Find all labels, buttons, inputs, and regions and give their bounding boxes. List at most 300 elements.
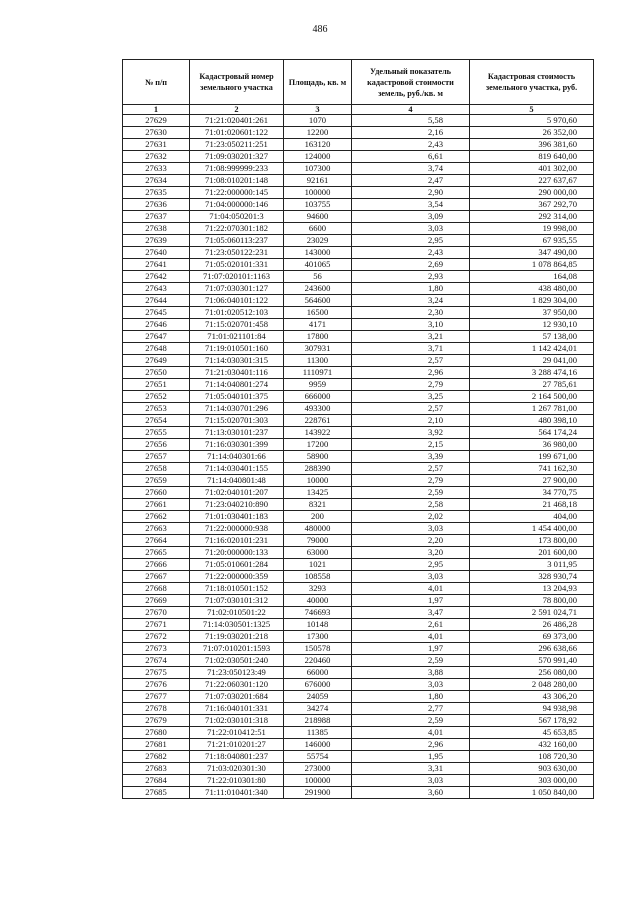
row-number-cell: 27659 xyxy=(123,475,190,487)
cadastral-number-cell: 71:14:030701:296 xyxy=(190,403,284,415)
table-row xyxy=(123,379,594,391)
table-row xyxy=(123,475,594,487)
cadastral-cost-cell: 347 490,00 xyxy=(470,247,594,259)
cadastral-number-cell: 71:21:010201:27 xyxy=(190,739,284,751)
row-number-cell: 27645 xyxy=(123,307,190,319)
page-number: 486 xyxy=(312,24,328,35)
cadastral-number-cell: 71:02:010501:22 xyxy=(190,607,284,619)
cadastral-number-cell: 71:14:030301:315 xyxy=(190,355,284,367)
unit-value-cell: 2,93 xyxy=(352,271,470,283)
area-cell: 288390 xyxy=(284,463,352,475)
unit-value-cell: 2,15 xyxy=(352,439,470,451)
table-row xyxy=(123,559,594,571)
cadastral-cost-cell: 201 600,00 xyxy=(470,547,594,559)
cadastral-cost-cell: 21 468,18 xyxy=(470,499,594,511)
cadastral-number-cell: 71:02:030101:318 xyxy=(190,715,284,727)
table-row xyxy=(123,331,594,343)
cadastral-cost-cell: 26 352,00 xyxy=(470,127,594,139)
table-row xyxy=(123,391,594,403)
area-cell: 55754 xyxy=(284,751,352,763)
cadastral-number-cell: 71:13:030101:237 xyxy=(190,427,284,439)
table-row xyxy=(123,259,594,271)
cadastral-cost-cell: 1 267 781,00 xyxy=(470,403,594,415)
unit-value-cell: 2,59 xyxy=(352,487,470,499)
cadastral-cost-cell: 67 935,55 xyxy=(470,235,594,247)
unit-value-cell: 2,10 xyxy=(352,415,470,427)
row-number-cell: 27649 xyxy=(123,355,190,367)
table-row xyxy=(123,487,594,499)
column-number: 5 xyxy=(470,105,594,115)
unit-value-cell: 2,02 xyxy=(352,511,470,523)
table-row xyxy=(123,667,594,679)
area-cell: 10000 xyxy=(284,475,352,487)
cadastral-number-cell: 71:07:030301:127 xyxy=(190,283,284,295)
cadastral-number-cell: 71:21:030401:116 xyxy=(190,367,284,379)
unit-value-cell: 2,90 xyxy=(352,187,470,199)
cadastral-number-cell: 71:23:050211:251 xyxy=(190,139,284,151)
cadastral-number-cell: 71:21:020401:261 xyxy=(190,115,284,127)
cadastral-cost-cell: 2 164 500,00 xyxy=(470,391,594,403)
row-number-cell: 27684 xyxy=(123,775,190,787)
cadastral-cost-cell: 404,00 xyxy=(470,511,594,523)
unit-value-cell: 2,30 xyxy=(352,307,470,319)
row-number-cell: 27634 xyxy=(123,175,190,187)
area-cell: 17300 xyxy=(284,631,352,643)
table-row xyxy=(123,175,594,187)
cadastral-cost-cell: 570 991,40 xyxy=(470,655,594,667)
table-row xyxy=(123,355,594,367)
column-number-row xyxy=(123,105,594,115)
table-row xyxy=(123,271,594,283)
cadastral-number-cell: 71:01:021101:84 xyxy=(190,331,284,343)
table-row xyxy=(123,235,594,247)
area-cell: 92161 xyxy=(284,175,352,187)
table-row xyxy=(123,619,594,631)
cadastral-cost-cell: 108 720,30 xyxy=(470,751,594,763)
cadastral-number-cell: 71:22:000000:359 xyxy=(190,571,284,583)
table-row xyxy=(123,463,594,475)
row-number-cell: 27680 xyxy=(123,727,190,739)
cadastral-cost-cell: 741 162,30 xyxy=(470,463,594,475)
cadastral-number-cell: 71:16:040101:331 xyxy=(190,703,284,715)
table-row xyxy=(123,655,594,667)
table-row xyxy=(123,427,594,439)
cadastral-number-cell: 71:16:020101:231 xyxy=(190,535,284,547)
row-number-cell: 27660 xyxy=(123,487,190,499)
area-cell: 1070 xyxy=(284,115,352,127)
cadastral-cost-cell: 367 292,70 xyxy=(470,199,594,211)
table-row xyxy=(123,751,594,763)
area-cell: 6600 xyxy=(284,223,352,235)
column-number: 4 xyxy=(352,105,470,115)
table-row xyxy=(123,319,594,331)
cadastral-cost-cell: 199 671,00 xyxy=(470,451,594,463)
unit-value-cell: 3,39 xyxy=(352,451,470,463)
table-row xyxy=(123,583,594,595)
table-row xyxy=(123,499,594,511)
row-number-cell: 27650 xyxy=(123,367,190,379)
row-number-cell: 27657 xyxy=(123,451,190,463)
cadastral-number-cell: 71:14:030401:155 xyxy=(190,463,284,475)
table-row xyxy=(123,295,594,307)
row-number-cell: 27678 xyxy=(123,703,190,715)
cadastral-number-cell: 71:18:040801:237 xyxy=(190,751,284,763)
cadastral-cost-cell: 12 930,10 xyxy=(470,319,594,331)
cadastral-number-cell: 71:15:020701:303 xyxy=(190,415,284,427)
area-cell: 103755 xyxy=(284,199,352,211)
table-row xyxy=(123,679,594,691)
row-number-cell: 27655 xyxy=(123,427,190,439)
area-cell: 11385 xyxy=(284,727,352,739)
cadastral-cost-cell: 1 829 304,00 xyxy=(470,295,594,307)
cadastral-number-cell: 71:14:030501:1325 xyxy=(190,619,284,631)
table-row xyxy=(123,691,594,703)
unit-value-cell: 2,79 xyxy=(352,475,470,487)
row-number-cell: 27683 xyxy=(123,763,190,775)
unit-value-cell: 2,57 xyxy=(352,355,470,367)
area-cell: 17200 xyxy=(284,439,352,451)
unit-value-cell: 2,57 xyxy=(352,463,470,475)
row-number-cell: 27666 xyxy=(123,559,190,571)
area-cell: 34274 xyxy=(284,703,352,715)
cadastral-cost-cell: 164,08 xyxy=(470,271,594,283)
area-cell: 676000 xyxy=(284,679,352,691)
table-row xyxy=(123,451,594,463)
row-number-cell: 27658 xyxy=(123,463,190,475)
cadastral-number-cell: 71:22:000000:938 xyxy=(190,523,284,535)
column-number: 1 xyxy=(123,105,190,115)
row-number-cell: 27663 xyxy=(123,523,190,535)
cadastral-number-cell: 71:18:010501:152 xyxy=(190,583,284,595)
cadastral-cost-cell: 2 048 280,00 xyxy=(470,679,594,691)
row-number-cell: 27636 xyxy=(123,199,190,211)
unit-value-cell: 2,59 xyxy=(352,715,470,727)
unit-value-cell: 3,88 xyxy=(352,667,470,679)
area-cell: 291900 xyxy=(284,787,352,799)
row-number-cell: 27669 xyxy=(123,595,190,607)
cadastral-cost-cell: 5 970,60 xyxy=(470,115,594,127)
cadastral-number-cell: 71:07:030201:684 xyxy=(190,691,284,703)
cadastral-cost-cell: 1 078 864,85 xyxy=(470,259,594,271)
cadastral-cost-cell: 19 998,00 xyxy=(470,223,594,235)
unit-value-cell: 3,10 xyxy=(352,319,470,331)
cadastral-number-cell: 71:05:040101:375 xyxy=(190,391,284,403)
cadastral-number-cell: 71:01:030401:183 xyxy=(190,511,284,523)
area-cell: 220460 xyxy=(284,655,352,667)
table-row xyxy=(123,511,594,523)
cadastral-number-cell: 71:22:000000:145 xyxy=(190,187,284,199)
row-number-cell: 27652 xyxy=(123,391,190,403)
cadastral-number-cell: 71:22:010412:51 xyxy=(190,727,284,739)
unit-value-cell: 4,01 xyxy=(352,583,470,595)
area-cell: 107300 xyxy=(284,163,352,175)
table-row xyxy=(123,643,594,655)
row-number-cell: 27629 xyxy=(123,115,190,127)
cadastral-number-cell: 71:14:040801:48 xyxy=(190,475,284,487)
row-number-cell: 27682 xyxy=(123,751,190,763)
row-number-cell: 27637 xyxy=(123,211,190,223)
area-cell: 108558 xyxy=(284,571,352,583)
cadastral-cost-cell: 45 653,85 xyxy=(470,727,594,739)
cadastral-cost-cell: 43 306,20 xyxy=(470,691,594,703)
cadastral-cost-cell: 227 637,67 xyxy=(470,175,594,187)
cadastral-cost-cell: 2 591 024,71 xyxy=(470,607,594,619)
cadastral-number-cell: 71:06:040101:122 xyxy=(190,295,284,307)
row-number-cell: 27685 xyxy=(123,787,190,799)
row-number-cell: 27632 xyxy=(123,151,190,163)
unit-value-cell: 3,47 xyxy=(352,607,470,619)
table-row xyxy=(123,247,594,259)
cadastral-number-cell: 71:01:020601:122 xyxy=(190,127,284,139)
area-cell: 56 xyxy=(284,271,352,283)
area-cell: 746693 xyxy=(284,607,352,619)
area-cell: 1021 xyxy=(284,559,352,571)
row-number-cell: 27675 xyxy=(123,667,190,679)
cadastral-number-cell: 71:23:050123:49 xyxy=(190,667,284,679)
row-number-cell: 27631 xyxy=(123,139,190,151)
table-row xyxy=(123,115,594,127)
row-number-cell: 27670 xyxy=(123,607,190,619)
row-number-cell: 27676 xyxy=(123,679,190,691)
header-col-cadastral-number: Кадастровый номер земельного участка xyxy=(190,60,284,105)
unit-value-cell: 1,80 xyxy=(352,283,470,295)
area-cell: 23029 xyxy=(284,235,352,247)
cadastral-number-cell: 71:07:010201:1593 xyxy=(190,643,284,655)
unit-value-cell: 3,03 xyxy=(352,223,470,235)
area-cell: 79000 xyxy=(284,535,352,547)
header-col-cadastral-cost: Кадастровая стоимость земельного участка, руб. xyxy=(470,60,594,105)
unit-value-cell: 2,95 xyxy=(352,559,470,571)
table-row xyxy=(123,595,594,607)
table-row xyxy=(123,415,594,427)
cadastral-cost-cell: 69 373,00 xyxy=(470,631,594,643)
cadastral-number-cell: 71:11:010401:340 xyxy=(190,787,284,799)
area-cell: 100000 xyxy=(284,187,352,199)
unit-value-cell: 2,43 xyxy=(352,247,470,259)
table-row xyxy=(123,787,594,799)
row-number-cell: 27635 xyxy=(123,187,190,199)
cadastral-cost-cell: 432 160,00 xyxy=(470,739,594,751)
area-cell: 401065 xyxy=(284,259,352,271)
table-row xyxy=(123,403,594,415)
cadastral-number-cell: 71:02:030501:240 xyxy=(190,655,284,667)
table-row xyxy=(123,715,594,727)
cadastral-cost-cell: 480 398,10 xyxy=(470,415,594,427)
row-number-cell: 27681 xyxy=(123,739,190,751)
cadastral-number-cell: 71:19:010501:160 xyxy=(190,343,284,355)
cadastral-cost-cell: 78 800,00 xyxy=(470,595,594,607)
unit-value-cell: 3,03 xyxy=(352,571,470,583)
cadastral-cost-cell: 303 000,00 xyxy=(470,775,594,787)
table-row xyxy=(123,439,594,451)
row-number-cell: 27646 xyxy=(123,319,190,331)
cadastral-cost-cell: 13 204,93 xyxy=(470,583,594,595)
cadastral-number-cell: 71:05:020101:331 xyxy=(190,259,284,271)
area-cell: 24059 xyxy=(284,691,352,703)
table-row xyxy=(123,607,594,619)
area-cell: 10148 xyxy=(284,619,352,631)
cadastral-number-cell: 71:08:999999:233 xyxy=(190,163,284,175)
area-cell: 146000 xyxy=(284,739,352,751)
row-number-cell: 27664 xyxy=(123,535,190,547)
area-cell: 307931 xyxy=(284,343,352,355)
cadastral-cost-cell: 1 454 400,00 xyxy=(470,523,594,535)
unit-value-cell: 2,58 xyxy=(352,499,470,511)
cadastral-cost-cell: 296 638,66 xyxy=(470,643,594,655)
unit-value-cell: 2,59 xyxy=(352,655,470,667)
row-number-cell: 27665 xyxy=(123,547,190,559)
cadastral-cost-cell: 34 770,75 xyxy=(470,487,594,499)
table-row xyxy=(123,775,594,787)
row-number-cell: 27671 xyxy=(123,619,190,631)
area-cell: 143000 xyxy=(284,247,352,259)
row-number-cell: 27653 xyxy=(123,403,190,415)
unit-value-cell: 2,77 xyxy=(352,703,470,715)
area-cell: 163120 xyxy=(284,139,352,151)
table-row xyxy=(123,547,594,559)
table-row xyxy=(123,127,594,139)
cadastral-cost-cell: 57 138,00 xyxy=(470,331,594,343)
header-col-area: Площадь, кв. м xyxy=(284,60,352,105)
cadastral-number-cell: 71:09:030201:327 xyxy=(190,151,284,163)
cadastral-cost-cell: 438 480,00 xyxy=(470,283,594,295)
cadastral-cost-cell: 1 050 840,00 xyxy=(470,787,594,799)
cadastral-table xyxy=(122,59,594,799)
unit-value-cell: 1,80 xyxy=(352,691,470,703)
table-row xyxy=(123,763,594,775)
table-row xyxy=(123,199,594,211)
cadastral-number-cell: 71:23:040210:890 xyxy=(190,499,284,511)
area-cell: 3293 xyxy=(284,583,352,595)
cadastral-cost-cell: 290 000,00 xyxy=(470,187,594,199)
row-number-cell: 27677 xyxy=(123,691,190,703)
table-row xyxy=(123,343,594,355)
row-number-cell: 27630 xyxy=(123,127,190,139)
row-number-cell: 27656 xyxy=(123,439,190,451)
table-row xyxy=(123,535,594,547)
header-col-number: № п/п xyxy=(123,60,190,105)
area-cell: 100000 xyxy=(284,775,352,787)
unit-value-cell: 2,43 xyxy=(352,139,470,151)
cadastral-number-cell: 71:04:000000:146 xyxy=(190,199,284,211)
area-cell: 8321 xyxy=(284,499,352,511)
cadastral-cost-cell: 396 381,60 xyxy=(470,139,594,151)
cadastral-cost-cell: 3 011,95 xyxy=(470,559,594,571)
cadastral-cost-cell: 903 630,00 xyxy=(470,763,594,775)
row-number-cell: 27668 xyxy=(123,583,190,595)
unit-value-cell: 3,03 xyxy=(352,775,470,787)
area-cell: 1110971 xyxy=(284,367,352,379)
cadastral-number-cell: 71:05:010601:284 xyxy=(190,559,284,571)
unit-value-cell: 2,47 xyxy=(352,175,470,187)
cadastral-cost-cell: 26 486,28 xyxy=(470,619,594,631)
column-number: 3 xyxy=(284,105,352,115)
cadastral-number-cell: 71:14:040301:66 xyxy=(190,451,284,463)
area-cell: 493300 xyxy=(284,403,352,415)
unit-value-cell: 3,74 xyxy=(352,163,470,175)
row-number-cell: 27640 xyxy=(123,247,190,259)
column-number: 2 xyxy=(190,105,284,115)
unit-value-cell: 3,31 xyxy=(352,763,470,775)
row-number-cell: 27641 xyxy=(123,259,190,271)
row-number-cell: 27651 xyxy=(123,379,190,391)
cadastral-cost-cell: 401 302,00 xyxy=(470,163,594,175)
table-row xyxy=(123,139,594,151)
cadastral-number-cell: 71:20:000000:133 xyxy=(190,547,284,559)
cadastral-cost-cell: 27 900,00 xyxy=(470,475,594,487)
table-row xyxy=(123,211,594,223)
cadastral-cost-cell: 256 080,00 xyxy=(470,667,594,679)
row-number-cell: 27648 xyxy=(123,343,190,355)
area-cell: 12200 xyxy=(284,127,352,139)
area-cell: 666000 xyxy=(284,391,352,403)
area-cell: 66000 xyxy=(284,667,352,679)
row-number-cell: 27638 xyxy=(123,223,190,235)
unit-value-cell: 2,96 xyxy=(352,367,470,379)
area-cell: 11300 xyxy=(284,355,352,367)
row-number-cell: 27633 xyxy=(123,163,190,175)
area-cell: 218988 xyxy=(284,715,352,727)
row-number-cell: 27662 xyxy=(123,511,190,523)
unit-value-cell: 3,21 xyxy=(352,331,470,343)
cadastral-number-cell: 71:16:030301:399 xyxy=(190,439,284,451)
cadastral-cost-cell: 564 174,24 xyxy=(470,427,594,439)
unit-value-cell: 3,09 xyxy=(352,211,470,223)
table-row xyxy=(123,187,594,199)
cadastral-number-cell: 71:19:030201:218 xyxy=(190,631,284,643)
area-cell: 243600 xyxy=(284,283,352,295)
unit-value-cell: 3,03 xyxy=(352,679,470,691)
area-cell: 13425 xyxy=(284,487,352,499)
unit-value-cell: 3,20 xyxy=(352,547,470,559)
cadastral-cost-cell: 3 288 474,16 xyxy=(470,367,594,379)
area-cell: 94600 xyxy=(284,211,352,223)
area-cell: 150578 xyxy=(284,643,352,655)
unit-value-cell: 2,20 xyxy=(352,535,470,547)
area-cell: 17800 xyxy=(284,331,352,343)
unit-value-cell: 5,58 xyxy=(352,115,470,127)
table-body xyxy=(123,115,594,799)
area-cell: 228761 xyxy=(284,415,352,427)
cadastral-number-cell: 71:22:010301:80 xyxy=(190,775,284,787)
table-row xyxy=(123,151,594,163)
unit-value-cell: 2,16 xyxy=(352,127,470,139)
unit-value-cell: 3,71 xyxy=(352,343,470,355)
unit-value-cell: 3,25 xyxy=(352,391,470,403)
area-cell: 63000 xyxy=(284,547,352,559)
cadastral-cost-cell: 29 041,00 xyxy=(470,355,594,367)
area-cell: 4171 xyxy=(284,319,352,331)
cadastral-cost-cell: 36 980,00 xyxy=(470,439,594,451)
table-row xyxy=(123,367,594,379)
cadastral-cost-cell: 567 178,92 xyxy=(470,715,594,727)
area-cell: 200 xyxy=(284,511,352,523)
table-row xyxy=(123,631,594,643)
table-row xyxy=(123,727,594,739)
row-number-cell: 27672 xyxy=(123,631,190,643)
cadastral-cost-cell: 328 930,74 xyxy=(470,571,594,583)
cadastral-number-cell: 71:14:040801:274 xyxy=(190,379,284,391)
table-row xyxy=(123,163,594,175)
cadastral-number-cell: 71:05:060113:237 xyxy=(190,235,284,247)
unit-value-cell: 2,69 xyxy=(352,259,470,271)
row-number-cell: 27661 xyxy=(123,499,190,511)
unit-value-cell: 2,95 xyxy=(352,235,470,247)
area-cell: 40000 xyxy=(284,595,352,607)
unit-value-cell: 3,60 xyxy=(352,787,470,799)
unit-value-cell: 3,92 xyxy=(352,427,470,439)
table-row xyxy=(123,571,594,583)
